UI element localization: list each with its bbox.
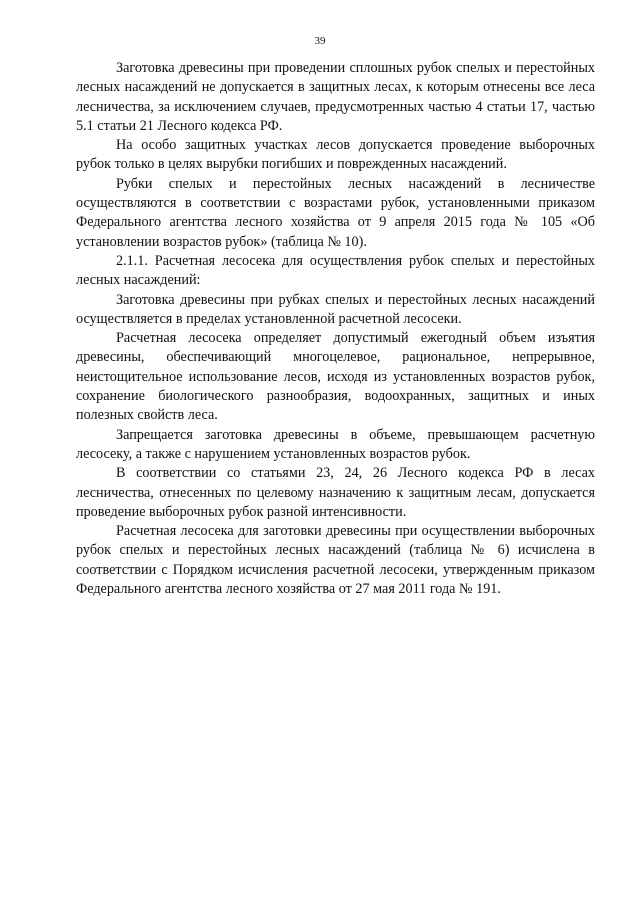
paragraph-harvest-limits: Заготовка древесины при рубках спелых и перестойных лесных насаждений осуществляется в пределах установленной расчетной лесосеки. <box>76 291 595 327</box>
paragraph-allowable-cut-definition: Расчетная лесосека определяет допустимый ежегодный объем изъятия древесины, обеспечивающий многоцелевое, рациональное, непрерывное, неистощительное использование лесов, исходя из установленных возрастов рубок, сохранение биологического разнообразия, водоохранных, защитных и иных полезных свойств леса. <box>76 330 595 424</box>
paragraph-prohibition: Запрещается заготовка древесины в объеме, превышающем расчетную лесосеку, а также с нарушением установленных возрастов рубок. <box>76 426 595 462</box>
paragraph-allowable-cut-calculation: Расчетная лесосека для заготовки древесины при осуществлении выборочных рубок спелых и перестойных лесных насаждений (таблица № 6) исчислена в соответствии с Порядком исчисления расчетной лесосеки, утвержденным приказом Федерального агентства лесного хозяйства от 27 мая 2011 года № 191. <box>76 523 595 598</box>
paragraph-clearcut-ban: Заготовка древесины при проведении сплошных рубок спелых и перестойных лесных насаждений не допускается в защитных лесах, к которым отнесены все леса лесничества, за исключением случаев, предусмотренных частью 4 статьи 17, частью 5.1 статьи 21 Лесного кодекса РФ. <box>76 60 595 134</box>
paragraph-cutting-ages: Рубки спелых и перестойных лесных насаждений в лесничестве осуществляются в соответствии с возрастами рубок, установленными приказом Федерального агентства лесного хозяйства от 9 апреля 2015 года № 105 «Об установлении возрастов рубок» (таблица № 10). <box>76 175 595 250</box>
page-number: 39 <box>314 35 326 47</box>
paragraph-selective-felling: В соответствии со статьями 23, 24, 26 Лесного кодекса РФ в лесах лесничества, отнесенных по целевому назначению к защитным лесам, допускается проведение выборочных рубок разной интенсивности. <box>76 465 595 520</box>
section-heading-2-1-1: 2.1.1. Расчетная лесосека для осуществления рубок спелых и перестойных лесных насаждений: <box>76 252 595 289</box>
paragraph-protective-plots: На особо защитных участках лесов допускается проведение выборочных рубок только в целях вырубки погибших и поврежденных насаждений. <box>76 137 595 173</box>
body-text <box>76 59 595 599</box>
